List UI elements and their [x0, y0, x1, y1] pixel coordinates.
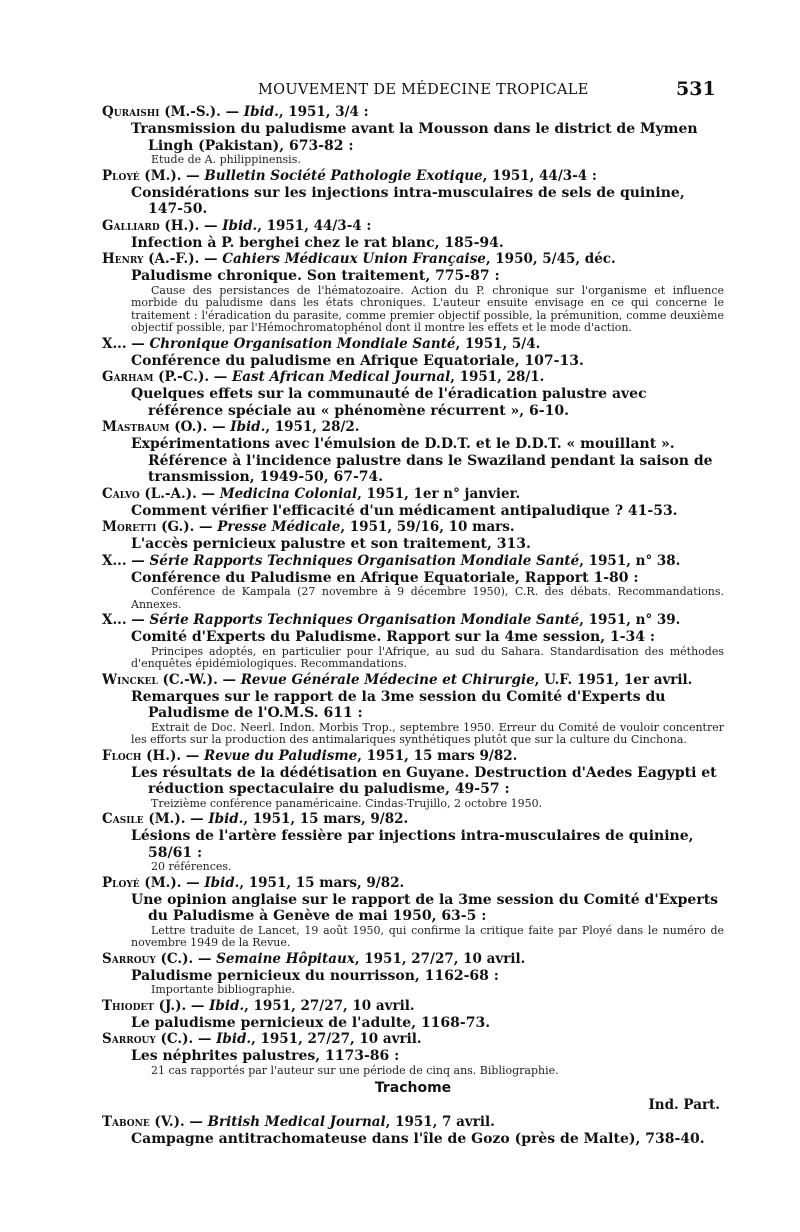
entry-author: Winckel (C.-W.).: [102, 671, 218, 688]
entry-reference: [102, 519, 724, 536]
bibliography-entry: [102, 168, 724, 218]
entry-author: Tabone (V.).: [102, 1114, 185, 1130]
entry-details: , 1951, n° 39.: [579, 612, 681, 628]
entry-title: Paludisme chronique. Son traitement, 775-87 :: [131, 268, 500, 284]
entry-title: L'accès pernicieux palustre et son traitement, 313.: [131, 536, 531, 552]
bibliography-entry: [102, 519, 724, 553]
entry-journal: Revue Générale Médecine et Chirurgie: [240, 671, 535, 688]
entry-title: Expérimentations avec l'émulsion de D.D.T. et le D.D.T. « mouillant ». Référence à l'incidence palustre dans le Swaziland pendant la saison de transmission, 1949-50, 67-74.: [131, 436, 713, 485]
entry-title: Le paludisme pernicieux de l'adulte, 1168-73.: [131, 1014, 491, 1031]
entry-reference: [102, 748, 724, 765]
entry-author: Quraishi (M.-S.).: [102, 104, 221, 120]
entry-details: , 1951, 15 mars 9/82.: [357, 747, 518, 764]
bibliography-entry: [102, 419, 724, 486]
entry-title: Quelques effets sur la communauté de l'éradication palustre avec référence spéciale au « phénomène récurrent », 6-10.: [131, 386, 647, 419]
entry-journal: Ibid.: [209, 997, 245, 1014]
entry-journal: Ibid.: [230, 419, 266, 435]
bibliography-entry: [102, 251, 724, 335]
entry-author: Galliard (H.).: [102, 217, 200, 234]
entry-details: , 1951, 44/3-4 :: [257, 217, 372, 234]
entry-title: Considérations sur les injections intra-musculaires de sels de quinine, 147-50.: [131, 184, 685, 217]
entry-title: Conférence du paludisme en Afrique Equatoriale, 107-13.: [131, 352, 584, 369]
page-number: 531: [676, 78, 716, 100]
entry-journal: Ibid.: [216, 1031, 252, 1047]
entry-journal: Medicina Colonial: [219, 485, 358, 502]
entry-author: Moretti (G.).: [102, 519, 195, 535]
entry-journal: Ibid.: [222, 217, 258, 234]
entry-reference: [102, 419, 724, 436]
bibliography-entry: [102, 336, 724, 370]
entry-author: Calvo (L.-A.).: [102, 485, 197, 502]
entry-author: Sarrouy (C.).: [102, 1031, 194, 1047]
entry-dash: —: [209, 369, 232, 385]
bibliography-entry: [102, 672, 724, 747]
entry-journal: Revue du Paludisme: [203, 747, 358, 764]
bibliography-entry: [102, 1114, 724, 1148]
entry-note: Cause des persistances de l'hématozoaire. Action du P. chronique sur l'organisme et influence morbide du paludisme dans les états chroniques. L'auteur ensuite envisage en ce qui concerne le traitement : l'éradication du parasite, comme premier objectif possible, la prémunition, comme deuxième objectif possible, par l'Hémochromatophénol dont il montre les effets et le mode d'action.: [131, 283, 724, 334]
entry-title: Campagne antitrachomateuse dans l'île de Gozo (près de Malte), 738-40.: [131, 1131, 705, 1147]
entry-journal: Cahiers Médicaux Union Française: [222, 251, 486, 267]
entry-dash: —: [181, 747, 204, 764]
entry-reference: [102, 672, 724, 689]
entry-details: , 1951, 1er n° janvier.: [357, 485, 521, 502]
entry-dash: —: [126, 335, 150, 352]
entry-reference: [102, 168, 724, 185]
entry-details: , 1951, 3/4 :: [278, 104, 369, 120]
entry-journal: Série Rapports Techniques Organisation Mondiale Santé: [149, 612, 580, 628]
entry-reference: [102, 218, 724, 235]
entry-reference: [102, 1114, 724, 1131]
entry-dash: —: [126, 552, 150, 569]
entry-reference: [102, 486, 724, 503]
entry-title: Lésions de l'artère fessière par injections intra-musculaires de quinine, 58/61 :: [131, 828, 694, 861]
bibliography-entry: [102, 1031, 724, 1077]
entry-note: 21 cas rapportés par l'auteur sur une période de cinq ans. Bibliographie.: [151, 1063, 559, 1077]
entry-journal: Série Rapports Techniques Organisation Mondiale Santé: [149, 552, 580, 569]
entry-dash: —: [186, 997, 210, 1014]
entry-author: Casile (M.).: [102, 811, 186, 827]
entry-reference: [102, 875, 724, 892]
entry-dash: —: [199, 217, 223, 234]
entry-note: Principes adoptés, en particulier pour l'Afrique, au sud du Sahara. Standardisation des méthodes d'enquêtes épidémiologiques. Recommandations.: [131, 644, 724, 670]
entry-note: Etude de A. philippinensis.: [151, 153, 301, 166]
entry-dash: —: [194, 519, 218, 535]
entry-journal: East African Medical Journal: [231, 369, 451, 385]
entry-note: Extrait de Doc. Neerl. Indon. Morbis Trop., septembre 1950. Erreur du Comité de vouloir concentrer les efforts sur la production des antimalariques synthétiques plutôt que sur la culture du Cinchona.: [131, 720, 724, 746]
entry-journal: Bulletin Société Pathologie Exotique: [204, 167, 483, 184]
entry-reference: [102, 336, 724, 353]
entry-reference: [102, 369, 724, 386]
entry-details: , 1951, 27/27, 10 avril.: [251, 1031, 422, 1047]
bibliography-entry: [102, 748, 724, 811]
entry-reference: [102, 811, 724, 828]
entry-journal: Ibid.: [208, 811, 244, 827]
bibliography-entry: [102, 951, 724, 997]
bibliography-entry: [102, 104, 724, 167]
entry-details: , 1951, 44/3-4 :: [482, 167, 597, 184]
entry-author: Garham (P.-C.).: [102, 369, 210, 385]
entry-title: Conférence du Paludisme en Afrique Equatoriale, Rapport 1-80 :: [131, 569, 639, 586]
entry-note: Lettre traduite de Lancet, 19 août 1950, qui confirme la critique faite par Ployé dans le numéro de novembre 1949 de la Revue.: [131, 923, 724, 949]
entry-details: , 1950, 5/45, déc.: [485, 251, 616, 267]
running-title: MOUVEMENT DE MÉDECINE TROPICALE: [258, 82, 589, 98]
entry-dash: —: [184, 1114, 208, 1130]
entry-dash: —: [193, 950, 217, 967]
entry-reference: [102, 553, 724, 570]
bibliography-entry: [102, 486, 724, 520]
entry-author: X...: [102, 552, 127, 569]
entry-journal: Presse Médicale: [217, 519, 341, 535]
entry-author: Sarrouy (C.).: [102, 950, 194, 967]
bibliography-entry: [102, 875, 724, 950]
entry-journal: British Medical Journal: [207, 1114, 386, 1130]
entry-dash: —: [185, 811, 209, 827]
entry-dash: —: [217, 671, 241, 688]
entry-details: , 1951, 7 avril.: [385, 1114, 495, 1130]
entry-dash: —: [207, 419, 231, 435]
section-heading: Trachome: [374, 1080, 452, 1096]
entry-author: Henry (A.-F.).: [102, 251, 200, 267]
entry-dash: —: [196, 485, 220, 502]
bibliography-entry: [102, 811, 724, 874]
entry-author: X...: [102, 335, 127, 352]
entry-reference: [102, 104, 724, 121]
entry-details: , 1951, 15 mars, 9/82.: [239, 874, 405, 891]
entry-dash: —: [193, 1031, 217, 1047]
entry-dash: —: [126, 612, 150, 628]
entry-journal: Ibid.: [243, 104, 279, 120]
section-subheading: Ind. Part.: [648, 1097, 720, 1113]
entry-details: , 1951, 15 mars, 9/82.: [243, 811, 409, 827]
entry-author: Floch (H.).: [102, 747, 182, 764]
entry-details: , 1951, 5/4.: [455, 335, 541, 352]
bibliography-entry: [102, 998, 724, 1032]
bibliography-entry: [102, 612, 724, 671]
bibliography-entry: [102, 553, 724, 612]
entry-reference: [102, 251, 724, 268]
entry-title: Comité d'Experts du Paludisme. Rapport sur la 4me session, 1-34 :: [131, 629, 656, 645]
entry-journal: Chronique Organisation Mondiale Santé: [149, 335, 456, 352]
entry-details: , 1951, 28/1.: [450, 369, 545, 385]
entry-note: Importante bibliographie.: [151, 983, 295, 996]
bibliography-list: [102, 104, 724, 1148]
entry-title: Transmission du paludisme avant la Mousson dans le district de Mymen Lingh (Pakistan), 673-82 :: [131, 121, 698, 154]
entry-reference: [102, 998, 724, 1015]
entry-dash: —: [199, 251, 223, 267]
entry-note: 20 références.: [151, 860, 232, 873]
entry-reference: [102, 951, 724, 968]
entry-title: Les néphrites palustres, 1173-86 :: [131, 1048, 400, 1064]
bibliography-entry: [102, 369, 724, 419]
entry-author: X...: [102, 612, 127, 628]
entry-title: Infection à P. berghei chez le rat blanc, 185-94.: [131, 234, 504, 251]
entry-dash: —: [181, 167, 205, 184]
entry-details: , 1951, 27/27, 10 avril.: [354, 950, 526, 967]
entry-dash: —: [220, 104, 244, 120]
entry-title: Remarques sur le rapport de la 3me session du Comité d'Experts du Paludisme de l'O.M.S. 611 :: [131, 688, 666, 721]
entry-note: Treizième conférence panaméricaine. Cindas-Trujillo, 2 octobre 1950.: [151, 796, 543, 810]
entry-title: Paludisme pernicieux du nourrisson, 1162-68 :: [131, 967, 499, 984]
bibliography-entry: [102, 218, 724, 252]
entry-author: Ployé (M.).: [102, 167, 182, 184]
entry-dash: —: [181, 874, 205, 891]
entry-author: Mastbaum (O.).: [102, 419, 208, 435]
entry-details: , 1951, 27/27, 10 avril.: [244, 997, 415, 1014]
entry-details: , 1951, 28/2.: [265, 419, 360, 435]
entry-author: Ployé (M.).: [102, 874, 182, 891]
entry-title: Les résultats de la dédétisation en Guyane. Destruction d'Aedes Eagypti et réduction spectaculaire du paludisme, 49-57 :: [131, 764, 717, 797]
entry-title: Comment vérifier l'efficacité d'un médicament antipaludique ? 41-53.: [131, 502, 678, 519]
entry-details: , U.F. 1951, 1er avril.: [534, 671, 693, 688]
entry-author: Thiodet (J.).: [102, 997, 187, 1014]
entry-title: Une opinion anglaise sur le rapport de la 3me session du Comité d'Experts du Paludisme à Genève de mai 1950, 63-5 :: [131, 891, 719, 924]
entry-details: , 1951, n° 38.: [579, 552, 681, 569]
entry-reference: [102, 1031, 724, 1048]
entry-details: , 1951, 59/16, 10 mars.: [340, 519, 515, 535]
running-header: [0, 78, 800, 102]
entry-reference: [102, 612, 724, 629]
entry-journal: Ibid.: [204, 874, 240, 891]
entry-note: Conférence de Kampala (27 novembre à 9 décembre 1950), C.R. des débats. Recommandations. Annexes.: [131, 585, 724, 611]
entry-journal: Semaine Hôpitaux: [216, 950, 355, 967]
